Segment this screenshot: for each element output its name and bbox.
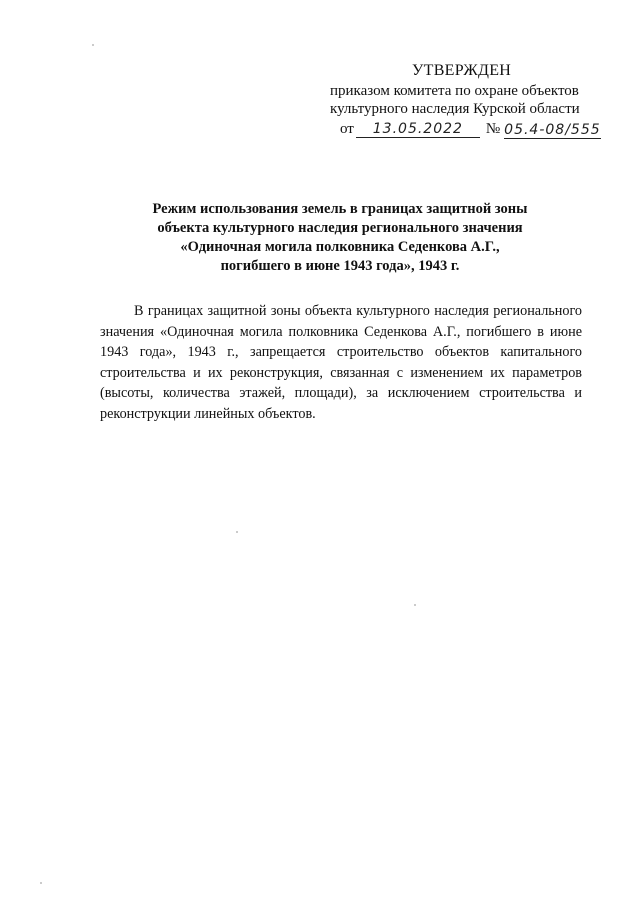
body-paragraph: В границах защитной зоны объекта культурного наследия регионального значения «Одиночная могила полковника Седенкова А.Г., погибшего в июне 1943 года», 1943 г., запрещается строительство объектов капитального строительства и их реконструкция, связанная с изменением их параметров (высоты, количества этажей, площади), за исключением строительства и реконструкции линейных объектов. [100,303,582,422]
scan-speck [414,604,416,606]
handwritten-number [502,122,606,138]
title-line-4: погибшего в июне 1943 года», 1943 г. [220,258,460,274]
number-prefix: № [485,121,501,137]
approval-line-1: приказом комитета по охране объектов [330,83,579,99]
scan-speck [236,531,238,533]
approval-line-2: культурного наследия Курской области [330,101,580,117]
title-line-3: «Одиночная могила полковника Седенкова А.Г., [180,239,500,255]
scan-speck [40,882,42,884]
title-line-1: Режим использования земель в границах защитной зоны [152,201,528,217]
handwritten-date: 13.05.2022 [356,121,480,138]
title-line-2: объекта культурного наследия регионального значения [157,220,523,236]
body-section [100,301,582,424]
approval-block [330,62,610,138]
approval-heading: УТВЕРЖДЕН [412,62,512,79]
date-prefix: от [340,121,354,137]
handwritten-number-text: 05.4-08/555 [504,122,601,138]
document-title [100,200,580,276]
scan-speck [92,44,94,46]
approval-number-row [330,120,610,138]
